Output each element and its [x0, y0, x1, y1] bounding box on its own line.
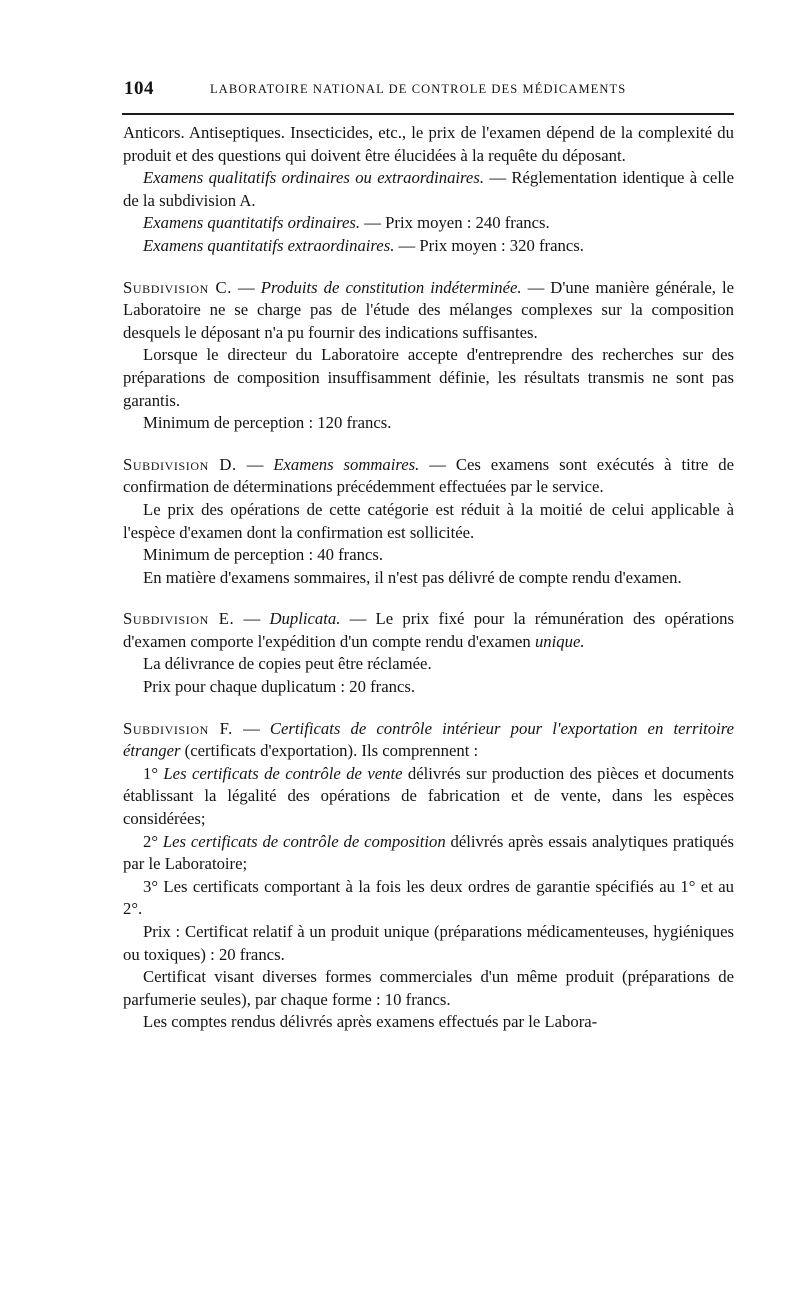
- subdivision-label: Subdivision E.: [123, 609, 235, 629]
- page-number: 104: [124, 78, 154, 99]
- dash: —: [232, 718, 270, 738]
- subdivision-title: Examens sommaires.: [273, 454, 420, 474]
- subdivision-c: [123, 277, 734, 345]
- paragraph: [123, 653, 734, 676]
- paragraph-text: délivrés sur production des pièces et documents établissant la légalité des opérations de fabrication et de vente, dans les espèces considérées;: [123, 763, 734, 829]
- paragraph-text: En matière d'examens sommaires, il n'est pas délivré de compte rendu d'examen.: [143, 567, 682, 587]
- subdivision-label: Subdivision C.: [123, 277, 233, 297]
- subdivision-title: Produits de constitution indéterminée.: [260, 277, 522, 297]
- paragraph-text: Les comptes rendus délivrés après examens effectués par le Labora-: [143, 1012, 598, 1032]
- page-body: [123, 122, 734, 1034]
- item-number: 2°: [143, 831, 163, 851]
- list-item: [123, 831, 734, 876]
- paragraph: [123, 676, 734, 699]
- paragraph-text: délivrés après essais analytiques pratiqués par le Laboratoire;: [123, 831, 734, 874]
- dash: —: [236, 454, 274, 474]
- paragraph-text: — Réglementation identique à celle de la subdivision A.: [123, 168, 734, 210]
- running-title: LABORATOIRE NATIONAL DE CONTROLE DES MÉDICAMENTS: [210, 82, 627, 96]
- paragraph-text: Minimum de perception : 120 francs.: [143, 413, 392, 433]
- paragraph: [123, 167, 734, 212]
- subdivision-f: [123, 718, 734, 763]
- subdivision-title: Duplicata.: [269, 609, 341, 629]
- paragraph-text: Lorsque le directeur du Laboratoire accepte d'entreprendre des recherches sur des préparations de composition insuffisamment définie, les résultats transmis ne sont pas garantis.: [123, 345, 734, 410]
- subdivision-e: [123, 608, 734, 653]
- paragraph: [123, 235, 734, 258]
- header-rule: [122, 113, 734, 115]
- subdivision-title: Certificats de contrôle intérieur pour l'exportation en territoire étranger: [123, 718, 735, 761]
- italic-heading: Examens qualitatifs ordinaires ou extraordinaires.: [143, 168, 484, 188]
- paragraph: [123, 567, 734, 590]
- paragraph-text: Prix pour chaque duplicatum : 20 francs.: [143, 677, 416, 697]
- item-number: 1°: [143, 763, 164, 783]
- paragraph: [123, 1011, 734, 1034]
- paragraph-text: 3° Les certificats comportant à la fois les deux ordres de garantie spécifiés au 1° et au 2°.: [123, 876, 734, 919]
- paragraph: [123, 412, 734, 435]
- paragraph-text: (certificats d'exportation). Ils comprennent :: [180, 741, 479, 761]
- paragraph: [123, 122, 734, 167]
- paragraph: [123, 212, 734, 235]
- page-header: [124, 78, 734, 104]
- paragraph-text: — Prix moyen : 320 francs.: [394, 235, 584, 255]
- item-title: Les certificats de contrôle de vente: [163, 763, 403, 783]
- paragraph: [123, 921, 734, 966]
- dash: —: [232, 277, 261, 297]
- paragraph-text: — D'une manière générale, le Laboratoire ne se charge pas de l'étude des mélanges complexes sur la composition desquels le déposant n'a pu fournir des indications suffisantes.: [123, 277, 735, 342]
- paragraph: [123, 966, 734, 1011]
- paragraph: [123, 344, 734, 412]
- paragraph-text: — Prix moyen : 240 francs.: [360, 213, 550, 233]
- paragraph-text: Le prix des opérations de cette catégorie est réduit à la moitié de celui applicable à l'espèce d'examen dont la confirmation est sollicitée.: [123, 499, 734, 542]
- italic-heading: Examens quantitatifs ordinaires.: [143, 213, 361, 233]
- paragraph-text: Anticors. Antiseptiques. Insecticides, etc., le prix de l'examen dépend de la complexité du produit et des questions qui doivent être élucidées à la requête du déposant.: [123, 123, 734, 165]
- paragraph-text: Certificat visant diverses formes commerciales d'un même produit (préparations de parfumerie seules), par chaque forme : 10 francs.: [123, 967, 734, 1009]
- subdivision-d: [123, 454, 734, 499]
- italic-word: unique.: [534, 631, 585, 651]
- italic-heading: Examens quantitatifs extraordinaires.: [143, 235, 395, 255]
- subdivision-label: Subdivision D.: [123, 454, 237, 474]
- list-item: [123, 876, 734, 921]
- paragraph-text: Minimum de perception : 40 francs.: [143, 545, 384, 565]
- paragraph-text: — Le prix fixé pour la rémunération des opérations d'examen comporte l'expédition d'un compte rendu d'examen: [123, 609, 735, 651]
- list-item: [123, 763, 734, 831]
- paragraph-text: — Ces examens sont exécutés à titre de confirmation de déterminations précédemment effectuées par le service.: [123, 454, 734, 497]
- paragraph: [123, 499, 734, 544]
- paragraph: [123, 544, 734, 567]
- paragraph-text: La délivrance de copies peut être réclamée.: [143, 654, 432, 674]
- item-title: Les certificats de contrôle de composition: [162, 831, 446, 851]
- subdivision-label: Subdivision F.: [123, 718, 233, 738]
- dash: —: [234, 609, 270, 629]
- paragraph-text: Prix : Certificat relatif à un produit unique (préparations médicamenteuses, hygiéniques ou toxiques) : 20 francs.: [123, 922, 734, 964]
